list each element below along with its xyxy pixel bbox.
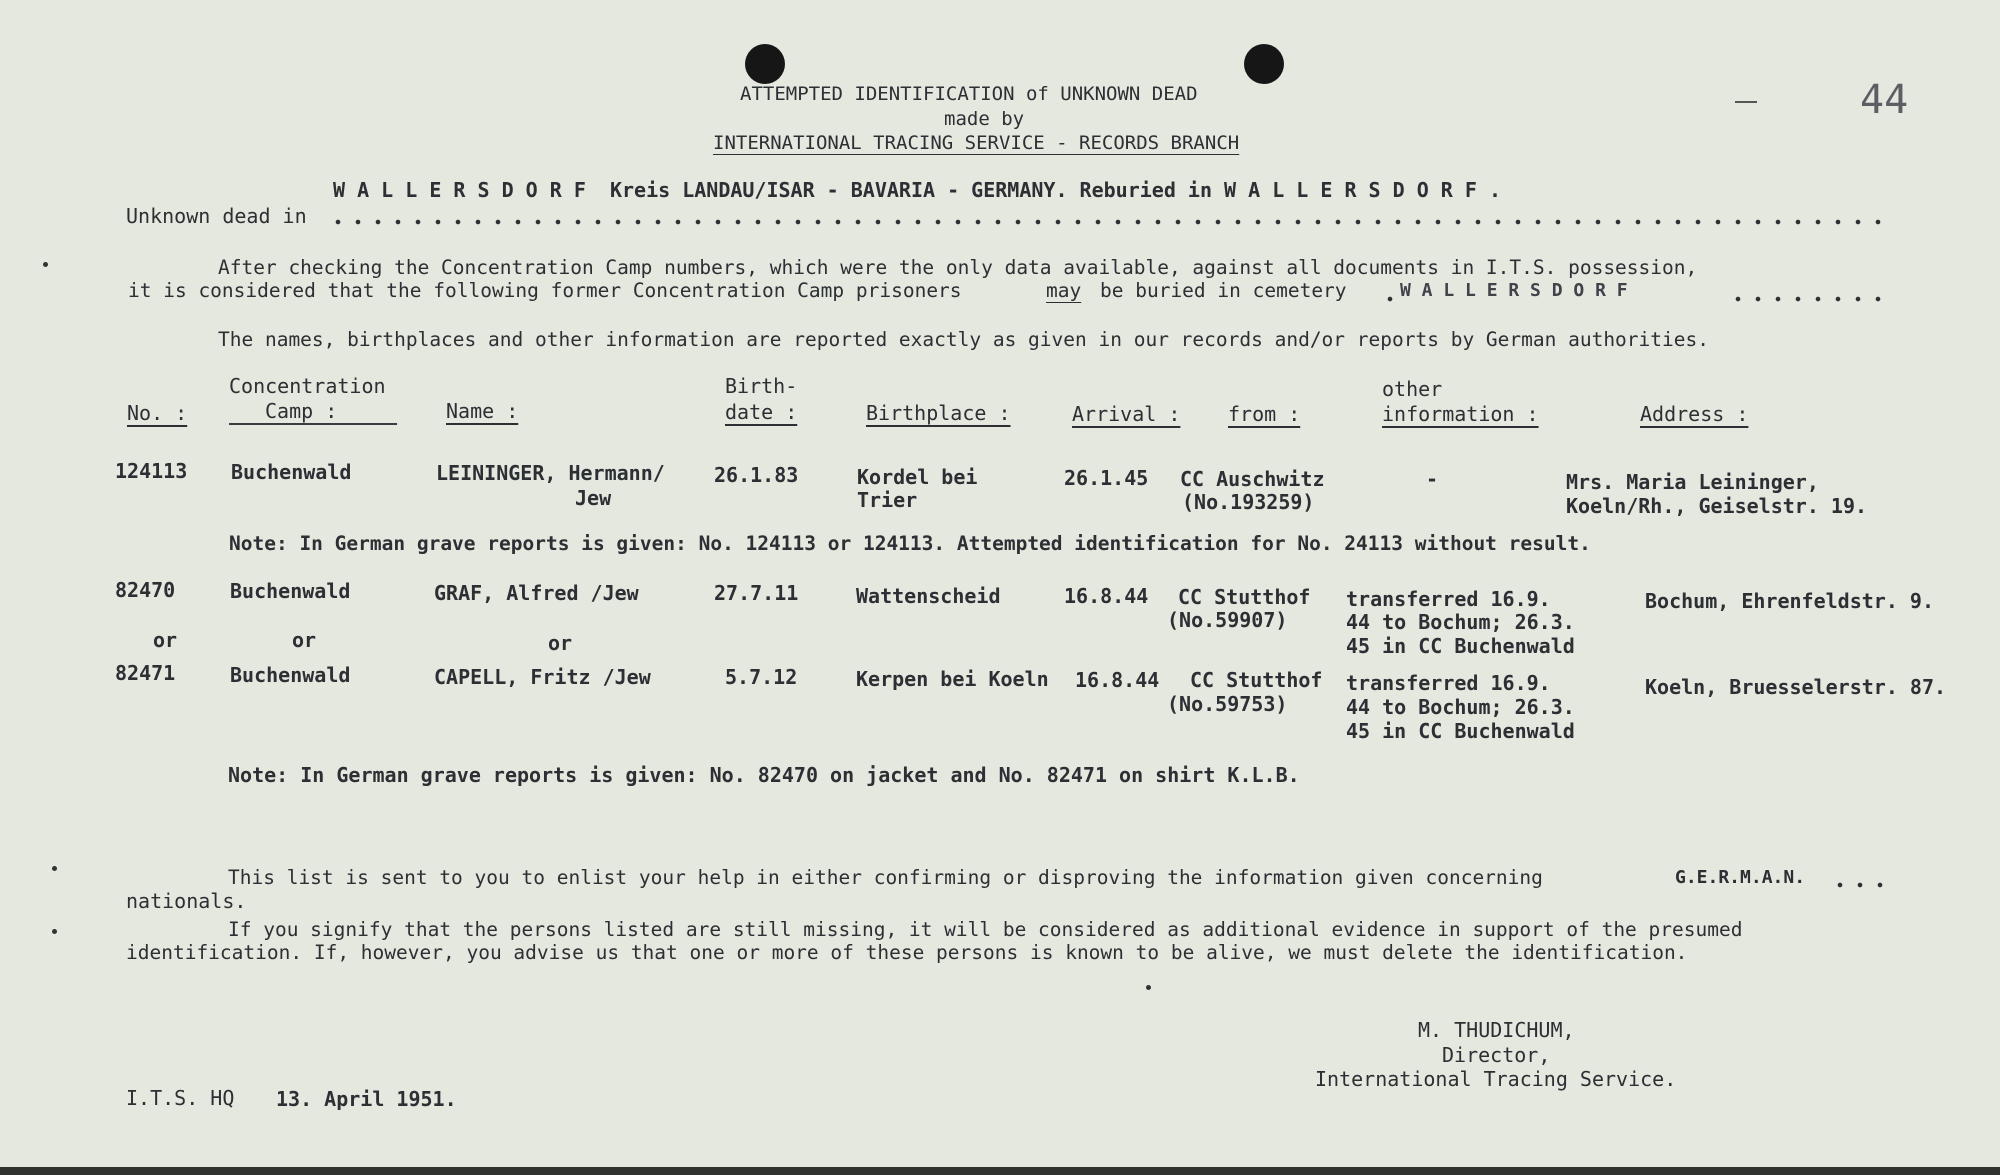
- column-header-name: Name :: [446, 399, 519, 423]
- closing-p1-line-2: nationals.: [126, 889, 247, 913]
- closing-p2-line-1: If you signify that the persons listed are still missing, it will be considered as additional evidence in support of the presumed: [228, 918, 1743, 941]
- row-3-from-1: CC Stutthof: [1190, 668, 1323, 692]
- intro-line-2-may: may: [1046, 279, 1082, 302]
- signature-org: International Tracing Service.: [1315, 1067, 1677, 1091]
- row-3-no: 82471: [115, 661, 176, 685]
- column-header-birthdate: date :: [725, 400, 798, 424]
- row-2-from-2: (No.59907): [1167, 608, 1288, 632]
- row-1-no: 124113: [115, 459, 188, 483]
- row-1-other: -: [1426, 467, 1439, 491]
- or-separator-camp: or: [292, 628, 317, 652]
- row-3-address: Koeln, Bruesselerstr. 87.: [1645, 675, 1947, 699]
- row-2-address: Bochum, Ehrenfeldstr. 9.: [1645, 589, 1934, 613]
- row-1-address-1: Mrs. Maria Leininger,: [1566, 470, 1819, 494]
- row-2-name: GRAF, Alfred /Jew: [434, 581, 639, 605]
- row-3-name: CAPELL, Fritz /Jew: [434, 665, 651, 689]
- header-camp-top: Concentration: [229, 374, 386, 398]
- cemetery-dotted-tail: [1728, 296, 1888, 302]
- header-title: ATTEMPTED IDENTIFICATION of UNKNOWN DEAD: [740, 83, 1198, 105]
- row-3-camp: Buchenwald: [230, 663, 351, 687]
- row-2-arrival: 16.8.44: [1064, 584, 1149, 608]
- row-1-from-2: (No.193259): [1182, 490, 1315, 514]
- intro-line-1: After checking the Concentration Camp numbers, which were the only data available, against all documents in I.T.S. possession,: [218, 256, 1698, 279]
- or-separator-name: or: [548, 631, 573, 655]
- intro-line-3: The names, birthplaces and other information are reported exactly as given in our records and/or reports by German authorities.: [218, 328, 1709, 351]
- row-1-arrival: 26.1.45: [1064, 466, 1149, 490]
- row-1-birthplace-2: Trier: [857, 488, 918, 512]
- row-1-birthdate: 26.1.83: [714, 463, 799, 487]
- note-2: Note: In German grave reports is given: No. 82470 on jacket and No. 82471 on shirt K.L.B.: [228, 763, 1300, 787]
- cemetery-name: W A L L E R S D O R F: [1400, 280, 1628, 301]
- closing-p1-line-1: This list is sent to you to enlist your help in either confirming or disproving the information given concerning: [228, 866, 1543, 889]
- row-3-other-3: 45 in CC Buchenwald: [1346, 719, 1575, 743]
- row-2-other-2: 44 to Bochum; 26.3.: [1346, 610, 1575, 634]
- location-dotted-line: [328, 219, 1888, 225]
- closing-p2-line-2: identification. If, however, you advise us that one or more of these persons is known to be alive, we must delete the identification.: [126, 941, 1688, 964]
- row-1-camp: Buchenwald: [231, 460, 352, 484]
- column-header-arrival: Arrival :: [1072, 402, 1181, 426]
- intro-line-2-end: be buried in cemetery: [1100, 279, 1347, 302]
- margin-mark: [43, 262, 48, 267]
- intro-line-2-start: it is considered that the following former Concentration Camp prisoners: [128, 279, 962, 302]
- row-1-birthplace-1: Kordel bei: [857, 465, 978, 489]
- punch-hole-right: [1244, 44, 1284, 84]
- or-separator-no: or: [153, 628, 178, 652]
- margin-mark: [52, 929, 57, 934]
- footer-date: 13. April 1951.: [276, 1087, 457, 1111]
- row-2-no: 82470: [115, 578, 176, 602]
- row-1-address-2: Koeln/Rh., Geiselstr. 19.: [1566, 494, 1868, 518]
- column-header-other: information :: [1382, 402, 1539, 426]
- row-3-arrival: 16.8.44: [1075, 668, 1160, 692]
- page-number-mark: [1735, 101, 1757, 103]
- nationality-dotted-tail: [1830, 882, 1890, 888]
- row-3-other-1: transferred 16.9.: [1346, 671, 1551, 695]
- column-header-camp-underline: [229, 423, 397, 425]
- row-3-birthplace: Kerpen bei Koeln: [856, 667, 1049, 691]
- row-2-camp: Buchenwald: [230, 579, 351, 603]
- row-3-other-2: 44 to Bochum; 26.3.: [1346, 695, 1575, 719]
- punch-hole-left: [745, 44, 785, 84]
- header-other-top: other: [1382, 377, 1443, 401]
- row-2-birthplace: Wattenscheid: [856, 584, 1001, 608]
- row-1-from-1: CC Auschwitz: [1180, 467, 1325, 491]
- row-2-birthdate: 27.7.11: [714, 581, 799, 605]
- row-1-name-1: LEININGER, Hermann/: [436, 461, 665, 485]
- header-birth-top: Birth-: [725, 374, 798, 398]
- signature-title: Director,: [1442, 1043, 1551, 1067]
- row-2-other-1: transferred 16.9.: [1346, 587, 1551, 611]
- row-3-from-2: (No.59753): [1167, 692, 1288, 716]
- column-header-no: No. :: [127, 401, 188, 425]
- row-1-name-2: Jew: [575, 486, 612, 510]
- page-number: 44: [1860, 77, 1909, 123]
- header-org: INTERNATIONAL TRACING SERVICE - RECORDS BRANCH: [713, 132, 1240, 154]
- header-made-by: made by: [944, 108, 1025, 130]
- location-text: W A L L E R S D O R F Kreis LANDAU/ISAR - BAVARIA - GERMANY. Reburied in W A L L E R S D O R F .: [333, 178, 1501, 202]
- column-header-birthplace: Birthplace :: [866, 401, 1011, 425]
- signature-name: M. THUDICHUM,: [1418, 1018, 1575, 1042]
- column-header-from: from :: [1228, 402, 1301, 426]
- note-1: Note: In German grave reports is given: No. 124113 or 124113. Attempted identification for No. 24113 without result.: [229, 532, 1591, 555]
- row-3-birthdate: 5.7.12: [725, 665, 798, 689]
- row-2-other-3: 45 in CC Buchenwald: [1346, 634, 1575, 658]
- footer-place: I.T.S. HQ: [126, 1086, 235, 1110]
- page-edge: [0, 1167, 2000, 1175]
- column-header-address: Address :: [1640, 402, 1749, 426]
- margin-mark: [1146, 985, 1151, 990]
- closing-nationality: G.E.R.M.A.N.: [1675, 867, 1806, 888]
- location-label: Unknown dead in: [126, 204, 307, 228]
- cemetery-dotted-line: [1380, 296, 1400, 302]
- column-header-camp: Camp :: [265, 399, 338, 423]
- row-2-from-1: CC Stutthof: [1178, 585, 1311, 609]
- margin-mark: [52, 866, 57, 871]
